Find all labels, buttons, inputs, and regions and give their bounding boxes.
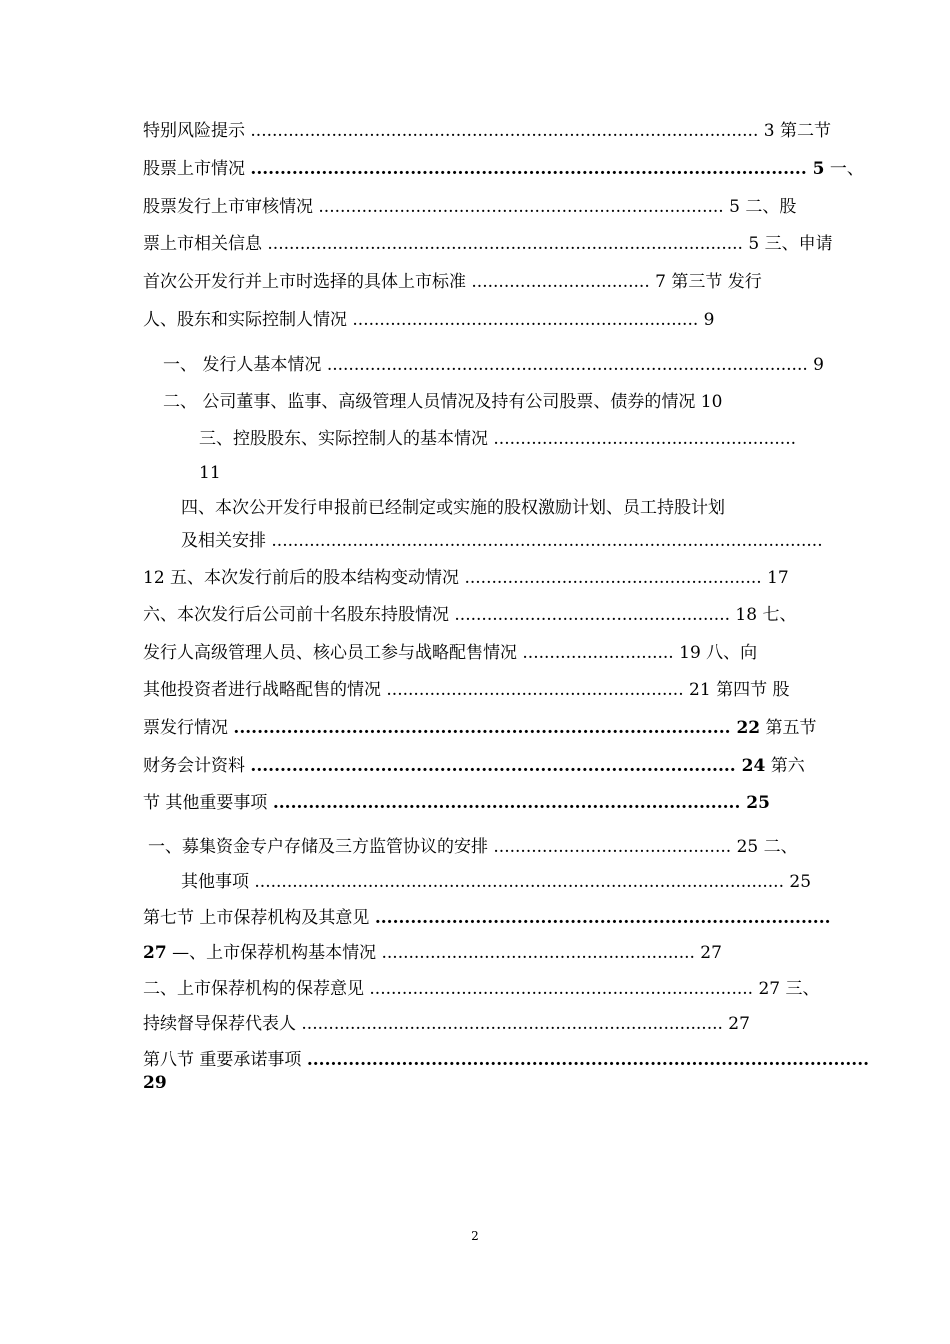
toc-text: 二、上市保荐机构的保荐意见 <box>143 979 370 999</box>
toc-line-strategic-placement-others[interactable] <box>143 679 789 701</box>
toc-text: 12 五、本次发行前后的股本结构变动情况 <box>143 568 465 588</box>
toc-page: 22 <box>730 718 761 738</box>
toc-line-capital-structure[interactable] <box>143 567 789 589</box>
toc-leader: ............................ <box>522 643 674 663</box>
toc-page: 29 <box>143 1073 167 1093</box>
toc-page: 27 <box>694 943 722 963</box>
toc-line-review[interactable] <box>143 196 796 218</box>
toc-leader: ................................................................ <box>352 310 699 330</box>
toc-text-tail: 第六 <box>765 756 805 776</box>
toc-text: 一、募集资金专户存储及三方监管协议的安排 <box>148 837 494 857</box>
toc-leader: .......................................................... <box>381 943 695 963</box>
toc-page: 24 <box>735 756 766 776</box>
toc-text: 四、本次公开发行申报前已经制定或实施的股权激励计划、员工持股计划 <box>181 498 725 518</box>
toc-leader: ....................................................... <box>386 680 684 700</box>
toc-text: 票上市相关信息 <box>143 234 268 254</box>
toc-leader: .............................................................................. <box>301 1014 723 1034</box>
toc-page: 27 <box>722 1014 750 1034</box>
toc-page: 5 二、股 <box>723 197 797 217</box>
toc-leader: ............................................................................... <box>272 793 741 813</box>
toc-line-page-11[interactable] <box>199 462 221 484</box>
toc-text: 第七节 上市保荐机构及其意见 <box>143 908 375 928</box>
toc-page: 25 <box>740 793 770 813</box>
toc-text: 票发行情况 <box>143 718 234 738</box>
toc-leader: ......................................................................................... <box>326 355 808 375</box>
toc-page: 5 三、申请 <box>742 234 833 254</box>
toc-text: 及相关安排 <box>181 531 272 551</box>
toc-line-fund-storage[interactable] <box>148 836 798 858</box>
toc-line-directors[interactable] <box>163 391 722 413</box>
toc-text: 发行人高级管理人员、核心员工参与战略配售情况 <box>143 643 523 663</box>
toc-page: 18 七、 <box>730 605 797 625</box>
toc-line-other-matters[interactable] <box>143 792 770 814</box>
toc-line-issuance[interactable] <box>143 717 817 739</box>
toc-leader: .................................................................................... <box>233 718 731 738</box>
toc-text-tail: 第五节 <box>760 718 817 738</box>
toc-text-tail: 一、 <box>824 159 864 179</box>
toc-text: 特别风险提示 <box>143 121 251 141</box>
toc-page: 11 <box>199 463 221 483</box>
toc-page: 25 二、 <box>731 837 798 857</box>
toc-line-special-risk[interactable] <box>143 120 831 142</box>
toc-line-other-items[interactable] <box>181 871 811 893</box>
toc-page: 3 第二节 <box>758 121 831 141</box>
toc-line-top-ten[interactable] <box>143 604 796 626</box>
toc-leader: ............................................................................. <box>374 908 831 928</box>
toc-leader: ................................. <box>471 272 650 292</box>
toc-leader: ................................................... <box>454 605 731 625</box>
toc-text: 第八节 重要承诺事项 <box>143 1050 307 1070</box>
toc-page: 21 第四节 股 <box>683 680 790 700</box>
toc-leader: ........................................................................... <box>318 197 724 217</box>
toc-leader: ............................................ <box>493 837 732 857</box>
toc-leader: ....................................................... <box>464 568 762 588</box>
toc-text: 其他投资者进行战略配售的情况 <box>143 680 387 700</box>
toc-text: 财务会计资料 <box>143 756 251 776</box>
toc-text: 股票发行上市审核情况 <box>143 197 319 217</box>
toc-line-shareholders[interactable] <box>143 309 714 331</box>
toc-line-controlling-shareholder[interactable] <box>199 428 796 450</box>
toc-text: 一、 发行人基本情况 <box>163 355 327 375</box>
toc-leader: ............................................................................................... <box>306 1050 870 1070</box>
toc-text: 股票上市情况 <box>143 159 251 179</box>
toc-text: 人、股东和实际控制人情况 <box>143 310 353 330</box>
toc-leader: .............................................................................................. <box>250 121 759 141</box>
toc-line-continuous-supervision[interactable] <box>143 1013 750 1035</box>
toc-line-financials[interactable] <box>143 755 805 777</box>
toc-text: 二、 公司董事、监事、高级管理人员情况及持有公司股票、债券的情况 10 <box>163 392 723 412</box>
toc-page: 7 第三节 发行 <box>649 272 762 292</box>
toc-leader: ...................................................................................................... <box>271 531 823 551</box>
toc-text: 首次公开发行并上市时选择的具体上市标准 <box>143 272 472 292</box>
toc-line-incentive-plan[interactable] <box>181 497 725 519</box>
toc-page: 27 三、 <box>753 979 820 999</box>
toc-text: 持续督导保荐代表人 <box>143 1014 302 1034</box>
toc-line-related-info[interactable] <box>143 233 833 255</box>
toc-line-sponsor-basic[interactable] <box>143 942 722 964</box>
toc-page: 17 <box>761 568 789 588</box>
toc-line-sponsor[interactable] <box>143 907 831 929</box>
toc-line-related-arrangements[interactable] <box>181 530 823 552</box>
toc-page: 9 <box>807 355 824 375</box>
toc-line-commitments[interactable] <box>143 1049 869 1071</box>
toc-leader: .................................................................................. <box>250 756 736 776</box>
toc-text: 六、本次发行后公司前十名股东持股情况 <box>143 605 455 625</box>
toc-line-listing-standard[interactable] <box>143 271 762 293</box>
toc-line-page-29[interactable] <box>143 1072 167 1094</box>
toc-line-strategic-placement-staff[interactable] <box>143 642 757 664</box>
page-number: 2 <box>471 1229 479 1243</box>
toc-page: 27 <box>143 943 167 963</box>
toc-line-listing-situation[interactable] <box>143 158 864 180</box>
toc-line-sponsor-opinion[interactable] <box>143 978 820 1000</box>
toc-text: 节 其他重要事项 <box>143 793 273 813</box>
toc-text: —、上市保荐机构基本情况 <box>166 943 382 963</box>
toc-leader: ........................................................ <box>493 429 797 449</box>
toc-page: 25 <box>783 872 812 892</box>
toc-leader: ........................................................................................ <box>267 234 743 254</box>
toc-leader: .............................................................................................. <box>250 159 807 179</box>
toc-page: 5 <box>806 159 825 179</box>
toc-leader: .................................................................................................. <box>254 872 784 892</box>
toc-text: 三、控股股东、实际控制人的基本情况 <box>199 429 494 449</box>
toc-text: 其他事项 <box>181 872 255 892</box>
toc-page: 19 八、向 <box>673 643 758 663</box>
toc-leader: ....................................................................... <box>369 979 754 999</box>
toc-page: 9 <box>698 310 715 330</box>
toc-line-issuer-basic[interactable] <box>163 354 824 376</box>
